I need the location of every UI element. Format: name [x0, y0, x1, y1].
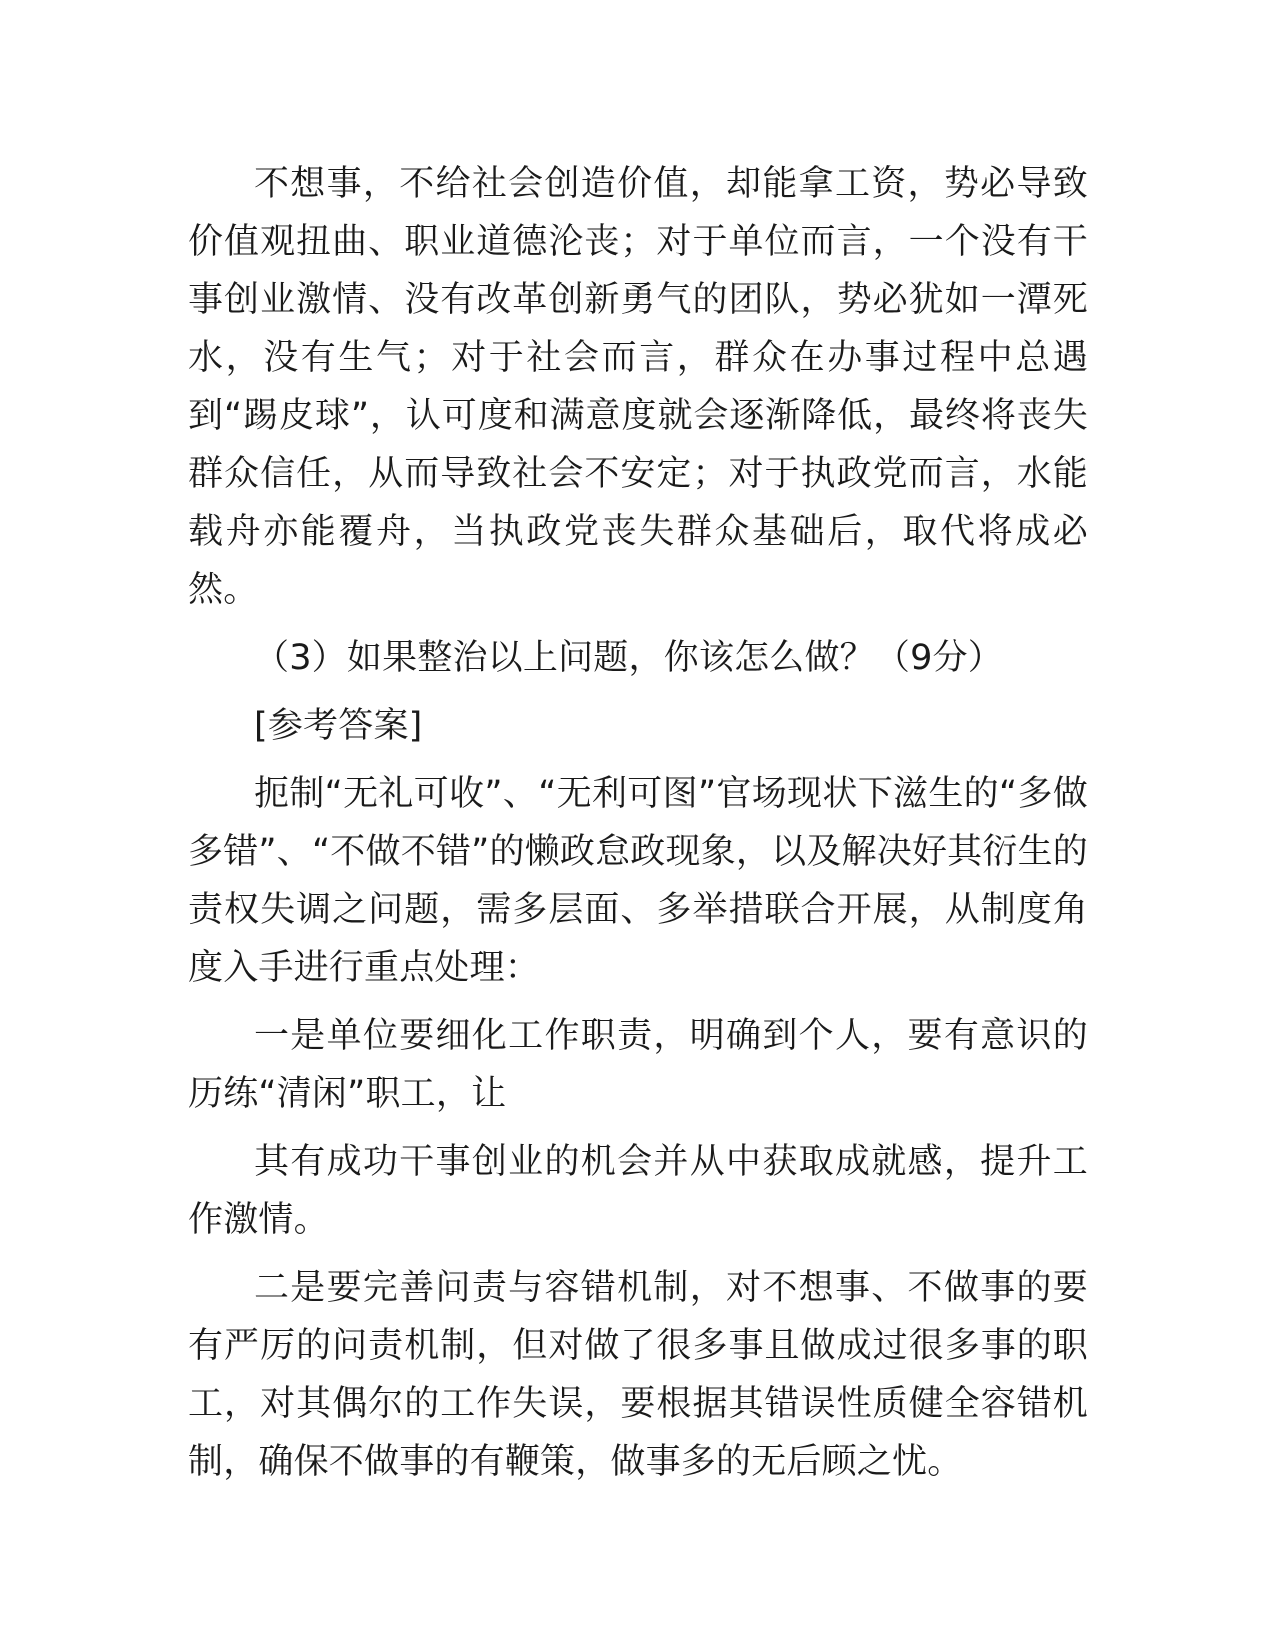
question-heading: （3）如果整治以上问题，你该怎么做？（9分）: [254, 638, 1003, 678]
reference-answer-label: [参考答案]: [254, 706, 423, 746]
document-body: [188, 155, 1088, 1501]
paragraph-point-one: 一是单位要细化工作职责，明确到个人，要有意识的历练“清闲”职工，让: [188, 1016, 1088, 1114]
paragraph-point-one-continued: 其有成功干事创业的机会并从中获取成就感，提升工作激情。: [188, 1142, 1088, 1240]
paragraph-point-two: 二是要完善问责与容错机制，对不想事、不做事的要有严厉的问责机制，但对做了很多事且做成过很多事的职工，对其偶尔的工作失误，要根据其错误性质健全容错机制，确保不做事的有鞭策，做事多的无后顾之忧。: [188, 1268, 1088, 1482]
paragraph-consequences: 不想事，不给社会创造价值，却能拿工资，势必导致价值观扭曲、职业道德沦丧；对于单位而言，一个没有干事创业激情、没有改革创新勇气的团队，势必犹如一潭死水，没有生气；对于社会而言，群众在办事过程中总遇到“踢皮球”，认可度和满意度就会逐渐降低，最终将丧失群众信任，从而导致社会不安定；对于执政党而言，水能载舟亦能覆舟，当执政党丧失群众基础后，取代将成必然。: [188, 164, 1088, 610]
paragraph-answer-intro: 扼制“无礼可收”、“无利可图”官场现状下滋生的“多做多错”、“不做不错”的懒政怠政现象，以及解决好其衍生的责权失调之问题，需多层面、多举措联合开展，从制度角度入手进行重点处理：: [188, 774, 1088, 988]
